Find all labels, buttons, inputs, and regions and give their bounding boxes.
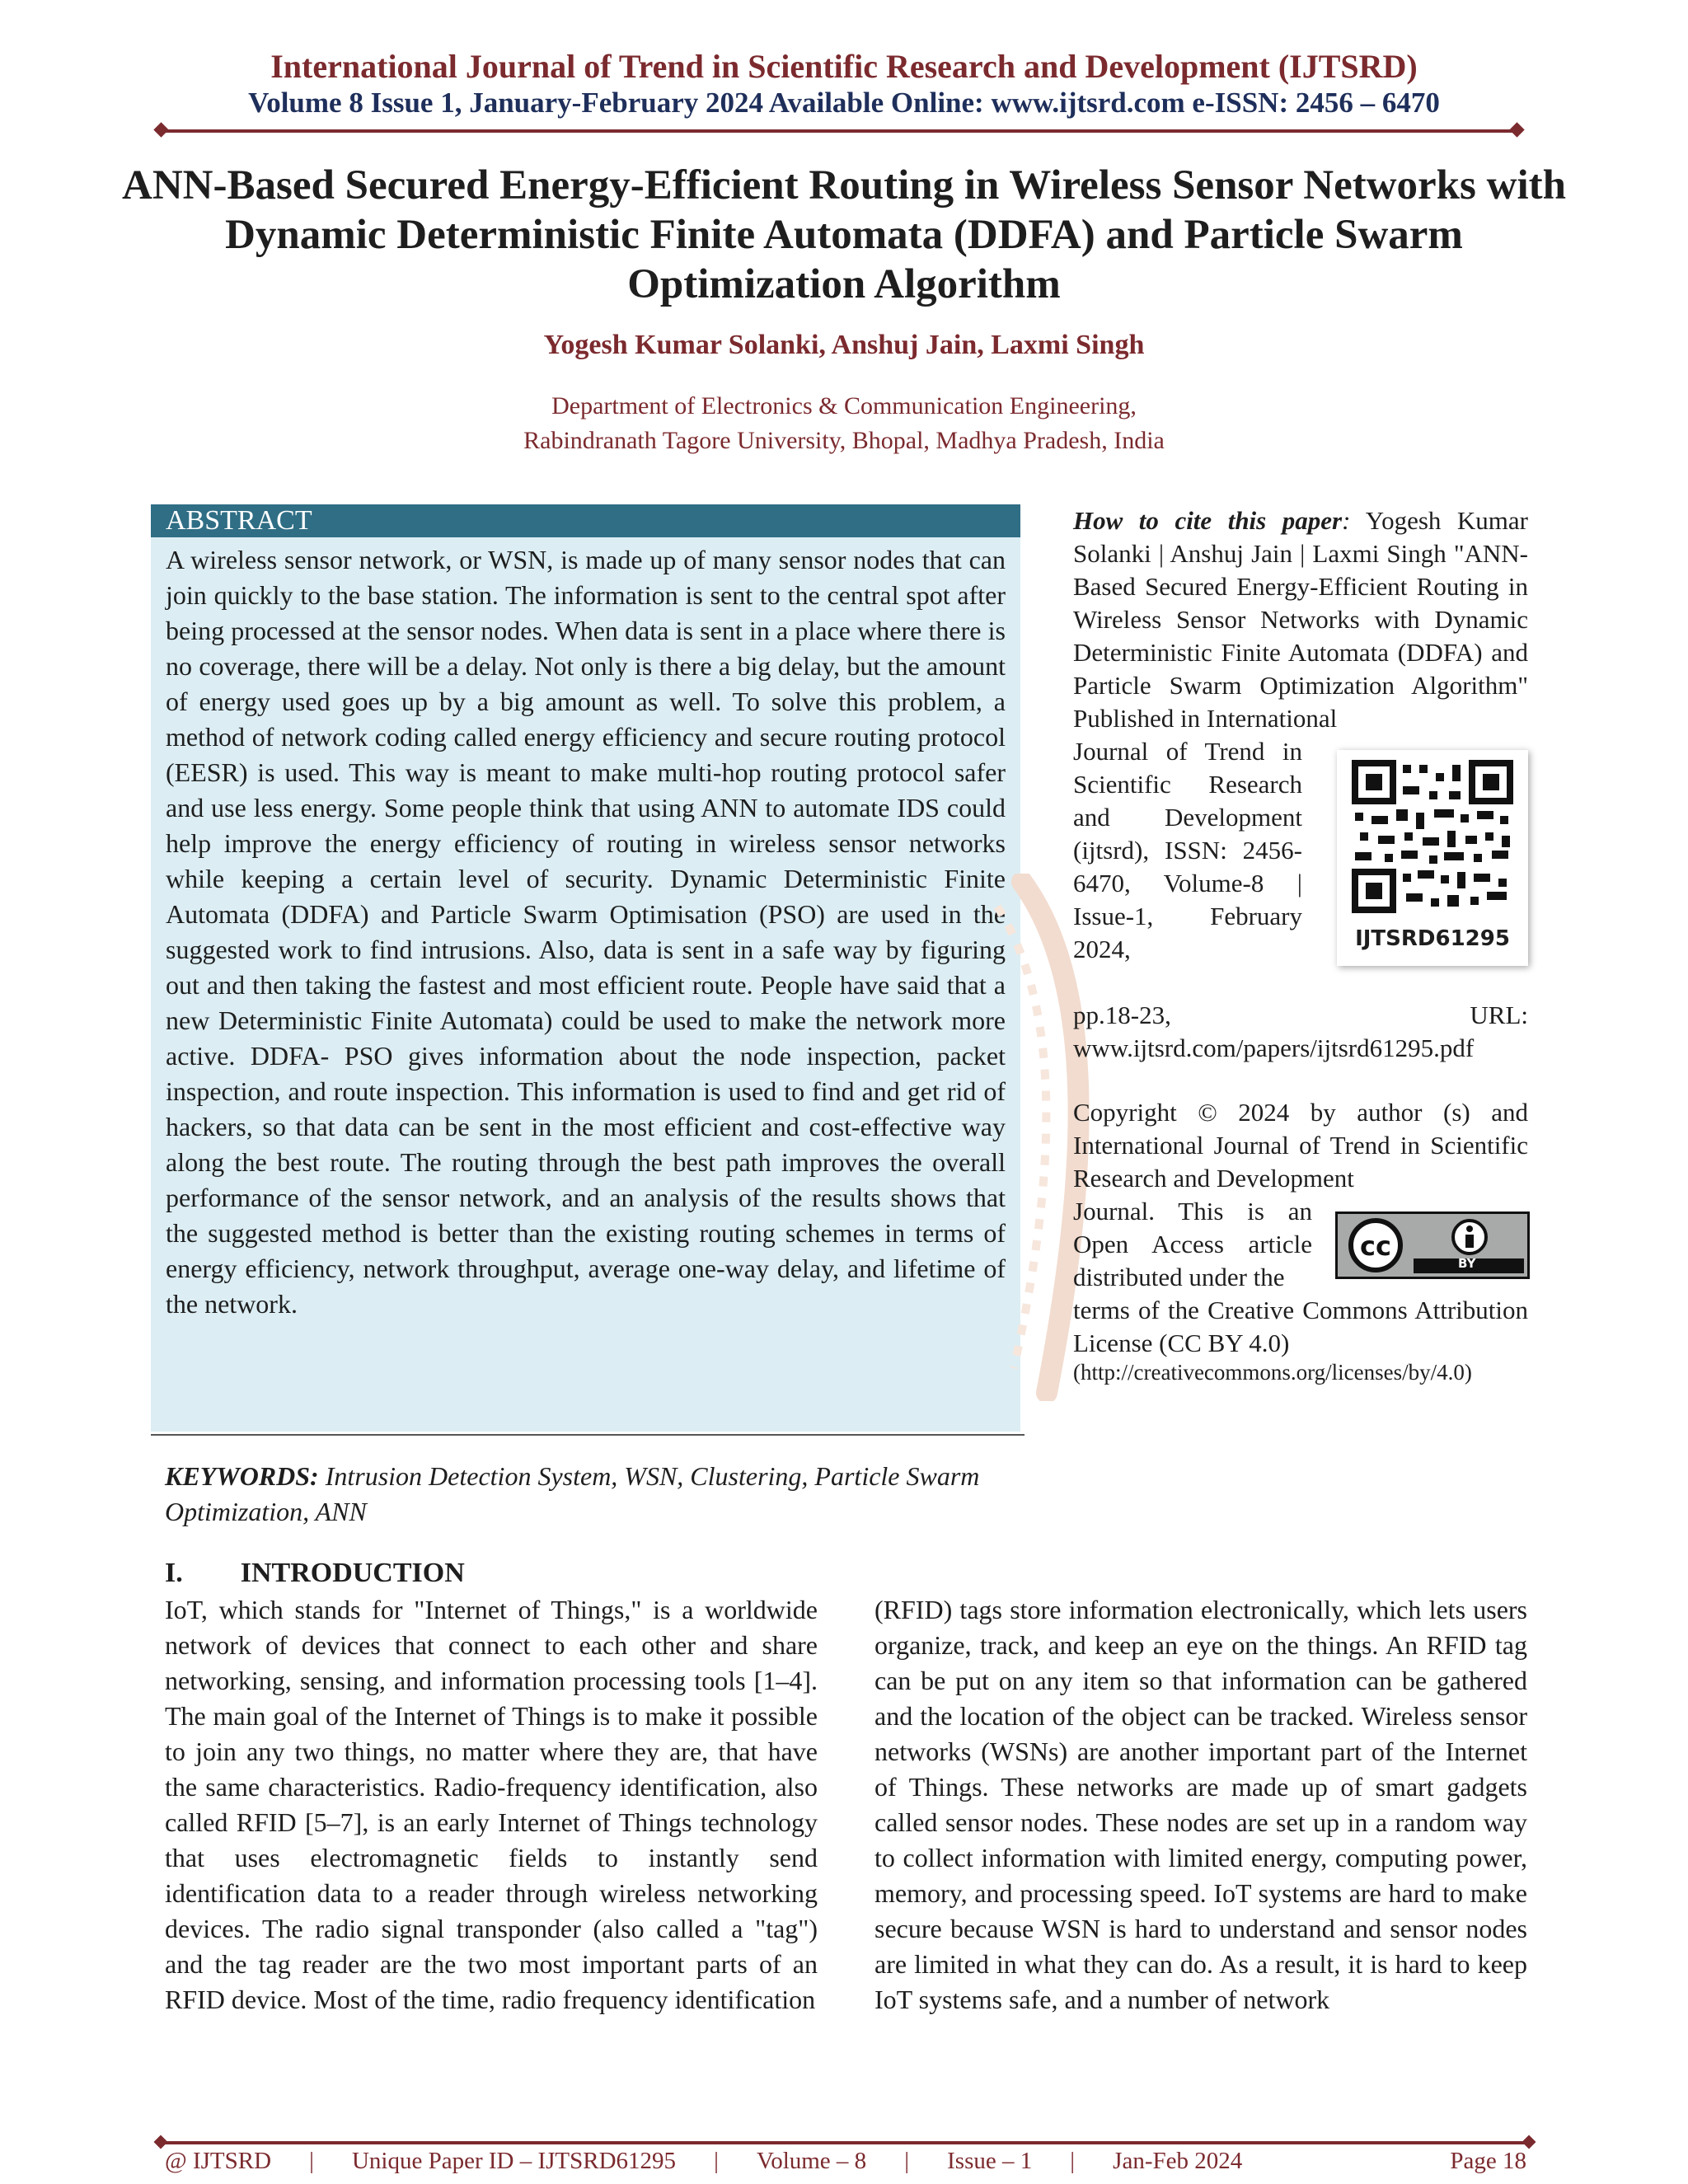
footer-paper-id: Unique Paper ID – IJTSRD61295 [351, 2148, 677, 2174]
footer-sep: | [904, 2148, 910, 2174]
footer-sep: | [1070, 2148, 1076, 2174]
journal-issue-info: Volume 8 Issue 1, January-February 2024 Available Online: www.ijtsrd.com e-ISSN: 2456 – 6470 [248, 87, 1440, 119]
journal-title: International Journal of Trend in Scientific Research and Development (IJTSRD) [270, 48, 1418, 85]
cc-by-license-badge[interactable] [1335, 1212, 1530, 1279]
cc-by-label: BY [1458, 1256, 1476, 1271]
section-number: I. [165, 1558, 183, 1588]
footer-diamond-left [154, 2135, 168, 2149]
footer-date: Jan-Feb 2024 [1113, 2148, 1243, 2174]
keywords [165, 1459, 1022, 1530]
keywords-label: KEYWORDS: [165, 1461, 319, 1491]
affiliation-line-1: Department of Electronics & Communication Engineering, [551, 392, 1137, 419]
citation-label: How to cite this paper [1073, 506, 1343, 535]
section-heading-introduction [165, 1558, 465, 1589]
page-footer [165, 2148, 1526, 2175]
body-column-left: IoT, which stands for "Internet of Things," is a worldwide network of devices that connect to each other and share networking, sensing, and information processing tools [1–4]. The main goal of the Internet of Things is to make it possible to join any two things, no matter where they are, that have the same characteristics. Radio-frequency identification, also called RFID [5–7], is an early Internet of Things technology that uses electromagnetic fields to instantly send identification data to a reader through wireless networking devices. The radio signal transponder (also called a "tag") and the tag reader are the two most important parts of an RFID device. Most of the time, radio frequency identification [165, 1595, 818, 2014]
rule-diamond-right [1509, 122, 1524, 137]
footer-volume: Volume – 8 [756, 2148, 867, 2174]
license-text: terms of the Creative Commons Attribution License (CC BY 4.0) [1073, 1296, 1528, 1357]
footer-issue: Issue – 1 [947, 2148, 1033, 2174]
citation-block: How to cite this paper: Yogesh Kumar Solanki | Anshuj Jain | Laxmi Singh "ANN-Based Secured Energy-Efficient Routing in Wireless Sensor Networks with Dynamic Deterministic Finite Automata (DDFA) and Particle Swarm Optimization Algorithm" Published in International [1073, 506, 1528, 733]
citation-url: pp.18-23, URL: www.ijtsrd.com/papers/ijtsrd61295.pdf [1073, 1001, 1528, 1062]
copyright-text-continued: Journal. This is an Open Access article distributed under the [1073, 1197, 1312, 1291]
citation-text-continued: Journal of Trend in Scientific Research and Development (ijtsrd), ISSN: 2456-6470, Volume-8 | Issue-1, February 2024, [1073, 737, 1302, 963]
paper-authors: Yogesh Kumar Solanki, Anshuj Jain, Laxmi Singh [543, 330, 1145, 360]
abstract-heading: ABSTRACT [151, 504, 1020, 537]
footer-page-number: Page 18 [1450, 2148, 1526, 2174]
copyright-text: Copyright © 2024 by author (s) and International Journal of Trend in Scientific Research and Development [1073, 1098, 1528, 1193]
qr-code-icon [1337, 750, 1528, 923]
footer-sep: | [714, 2148, 719, 2174]
footer-journal: @ IJTSRD [165, 2148, 272, 2174]
abstract-body: A wireless sensor network, or WSN, is made up of many sensor nodes that can join quickly to the base station. The information is sent to the central spot after being processed at the sensor nodes. When data is sent in a place where there is no coverage, there will be a delay. Not only is there a big delay, but the amount of energy used goes up by a big amount as well. To solve this problem, a method of network coding called energy efficiency and secure routing protocol (EESR) is used. This way is meant to make multi-hop routing protocol safer and use less energy. Some people think that using ANN to automate IDS could help improve the energy efficiency of routing in wireless sensor networks while keeping a certain level of security. Dynamic Deterministic Finite Automata (DDFA) and Particle Swarm Optimisation (PSO) are used in the suggested work to find intrusions. Also, data is sent in a safe way by figuring out and then taking the fastest and most efficient route. People have said that a new Deterministic Finite Automata) could be used to make the network more active. DDFA- PSO gives information about the node inspection, packet inspection, and route inspection. This information is used to find and get rid of hackers, so that data can be sent in the most efficient and cost-effective way along the best route. The routing through the best path improves the overall performance of the sensor network, and an analysis of the results shows that the suggested method is better than the existing routing schemes in terms of energy efficiency, network throughput, average one-way delay, and lifetime of the network. [151, 537, 1020, 1432]
footer-sep: | [309, 2148, 314, 2174]
creative-commons-icon [1338, 1214, 1527, 1277]
footer-rule [161, 2141, 1529, 2144]
abstract-divider [151, 1434, 1025, 1436]
header-rule [161, 129, 1517, 133]
section-title: INTRODUCTION [240, 1558, 465, 1588]
citation-text: Yogesh Kumar Solanki | Anshuj Jain | Laxmi Singh "ANN-Based Secured Energy-Efficient Routing in Wireless Sensor Networks with Dynamic Deterministic Finite Automata (DDFA) and Particle Swarm Optimization Algorithm" Published in International [1073, 506, 1528, 733]
keywords-text: Intrusion Detection System, WSN, Clustering, Particle Swarm Optimization, ANN [165, 1461, 980, 1526]
body-column-right: (RFID) tags store information electronically, which lets users organize, track, and keep an eye on the things. An RFID tag can be put on any item so that information can be gathered and the location of the object can be tracked. Wireless sensor networks (WSNs) are another important part of the Internet of Things. These networks are made up of smart gadgets called sensor nodes. These nodes are set up in a random way to collect information with limited energy, computing power, memory, and processing speed. IoT systems are hard to make secure because WSN is hard to understand and sensor nodes are limited in what they can do. As a result, it is hard to keep IoT systems safe, and a number of network [874, 1595, 1527, 2014]
svg-text:cc: cc [1360, 1230, 1391, 1262]
footer-diamond-right [1522, 2135, 1536, 2149]
qr-paper-id: IJTSRD61295 [1355, 926, 1510, 951]
license-url[interactable]: (http://creativecommons.org/licenses/by/4.0) [1073, 1360, 1472, 1385]
paper-title: ANN-Based Secured Energy-Efficient Routing in Wireless Sensor Networks with Dynamic Deterministic Finite Automata (DDFA) and Particle Swarm Optimization Algorithm [122, 162, 1566, 307]
rule-diamond-left [153, 122, 168, 137]
affiliation-line-2: Rabindranath Tagore University, Bhopal, Madhya Pradesh, India [523, 427, 1165, 454]
